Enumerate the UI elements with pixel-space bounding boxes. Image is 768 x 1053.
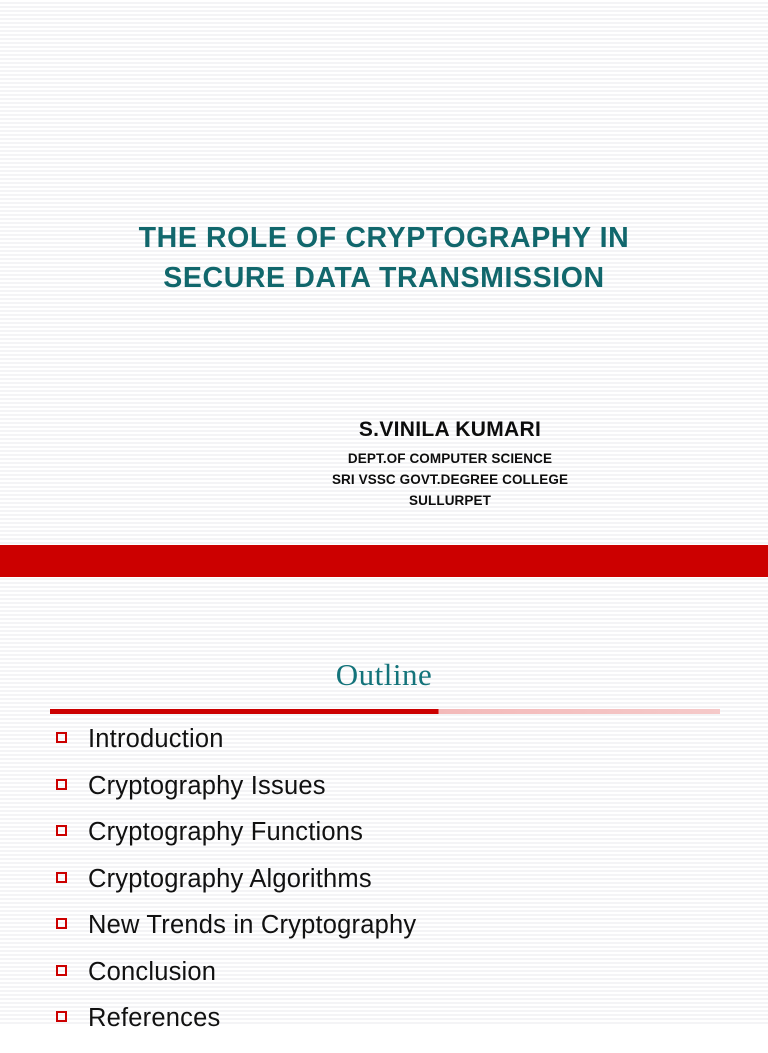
- square-bullet-icon: [56, 825, 67, 836]
- list-item: [50, 864, 750, 914]
- list-item: [50, 957, 750, 1007]
- author-place: SULLURPET: [409, 492, 491, 508]
- list-item: [50, 771, 750, 821]
- deck-title-line-2: SECURE DATA TRANSMISSION: [163, 262, 605, 295]
- outline-item-label: Cryptography Functions: [88, 818, 364, 846]
- list-item: [50, 820, 750, 867]
- square-bullet-icon: [56, 918, 67, 929]
- list-item: [50, 913, 750, 960]
- outline-item-label: Cryptography Issues: [88, 771, 326, 800]
- square-bullet-icon: [56, 872, 67, 883]
- author-college: SRI VSSC GOVT.DEGREE COLLEGE: [331, 471, 569, 487]
- outline-item-label: New Trends in Cryptography: [88, 911, 417, 939]
- outline-item-label: Conclusion: [88, 957, 217, 986]
- author-department: DEPT.OF COMPUTER SCIENCE: [347, 451, 553, 466]
- list-item: [50, 1006, 750, 1053]
- list-item: [50, 727, 750, 774]
- slide-divider-band: [0, 545, 768, 577]
- page-title: [40, 218, 728, 299]
- square-bullet-icon: [56, 965, 67, 976]
- outline-item-label: References: [88, 1004, 221, 1032]
- outline-slide: [0, 577, 768, 1032]
- heading-underline: [50, 709, 720, 714]
- outline-heading: Outline: [335, 657, 433, 692]
- outline-item-label: Introduction: [88, 725, 224, 753]
- author-name: S.VINILA KUMARI: [358, 418, 542, 441]
- square-bullet-icon: [56, 1011, 67, 1022]
- deck-title-line-1: THE ROLE OF CRYPTOGRAPHY IN: [138, 222, 630, 254]
- outline-item-label: Cryptography Algorithms: [88, 864, 372, 893]
- square-bullet-icon: [56, 732, 67, 743]
- author-block: [140, 418, 760, 512]
- square-bullet-icon: [56, 779, 67, 790]
- outline-list: [50, 727, 750, 1053]
